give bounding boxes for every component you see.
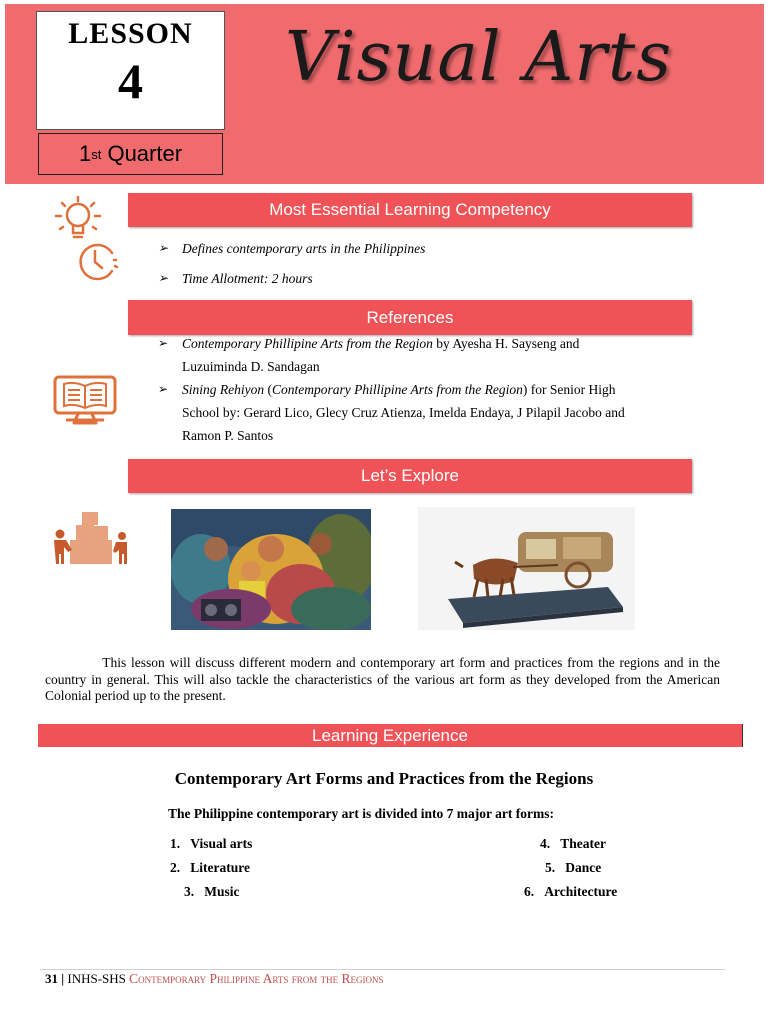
competency-item: ➢ Time Allotment: 2 hours [158,267,425,290]
art-form-label: Visual arts [190,836,253,851]
reference-authors: ) for Senior High [522,382,616,397]
sculpture-image [418,507,635,630]
painting-image [171,509,371,630]
art-form-label: Music [204,884,240,899]
footer-divider [40,969,725,970]
footer-school: INHS-SHS [67,971,130,986]
art-form-item [524,884,617,900]
reference-authors: by Ayesha H. Sayseng and [432,336,580,351]
section-title: Contemporary Art Forms and Practices from the Regions [174,769,594,788]
reference-authors-cont: Ramon P. Santos [182,428,274,443]
explore-paragraph-text: This lesson will discuss different modern and contemporary art form and practices from the regions and in the country in general. This will also tackle the characteristics of the various art form as they developed from the American Colonial period up to the present. [45,655,721,703]
art-form-label: Theater [560,836,606,851]
competency-heading-bar: Most Essential Learning Competency [128,193,692,227]
competency-list [158,237,425,290]
reference-authors-cont: School by: Gerard Lico, Glecy Cruz Atienza, Imelda Endaya, J Pilapil Jacobo and [182,405,625,420]
quarter-word: Quarter [107,141,183,166]
footer-separator: | [58,971,68,986]
art-forms-intro: The Philippine contemporary art is divided into 7 major art forms: [168,806,554,821]
book-monitor-icon [52,374,118,428]
art-form-item [170,860,250,876]
reference-paren: ( [264,382,272,397]
art-form-label: Literature [190,860,250,875]
art-form-number: 6. [524,884,535,899]
clock-icon [74,240,120,282]
lesson-number: 4 [118,53,143,109]
reference-title: Sining Rehiyon [182,382,265,397]
reference-title: Contemporary Phillipine Arts from the Region [182,336,433,351]
art-form-label: Dance [565,860,602,875]
footer-course: Contemporary Philippine Arts from the Regions [129,971,384,986]
lesson-box [36,11,225,130]
lesson-label: LESSON [68,17,193,50]
reference-subtitle: Contemporary Phillipine Arts from the Region [271,382,523,397]
learning-heading-bar: Learning Experience [38,724,743,747]
art-form-item [545,860,601,876]
art-form-item [184,884,240,900]
competency-item: ➢ Defines contemporary arts in the Philippines [158,237,425,260]
quarter-ordinal: 1 [78,141,92,166]
references-heading-bar: References [128,300,692,335]
art-form-item [170,836,252,852]
art-form-item [540,836,606,852]
art-form-number: 1. [170,836,181,851]
page-number: 31 [45,971,58,986]
references-list [158,332,698,447]
reference-item [158,332,698,378]
reference-item [158,378,698,447]
art-form-number: 3. [184,884,195,899]
page-title: Visual Arts [285,18,673,97]
quarter-suffix: st [91,146,102,162]
art-form-number: 5. [545,860,556,875]
explore-paragraph [45,655,720,705]
people-boxes-icon [48,510,130,568]
lightbulb-icon [48,193,108,245]
art-form-number: 2. [170,860,181,875]
art-form-label: Architecture [544,884,618,899]
explore-heading-bar: Let’s Explore [128,459,692,493]
reference-authors-cont: Luzuiminda D. Sandagan [182,359,320,374]
quarter-box [38,133,223,175]
art-form-number: 4. [540,836,551,851]
page-footer [45,971,384,987]
